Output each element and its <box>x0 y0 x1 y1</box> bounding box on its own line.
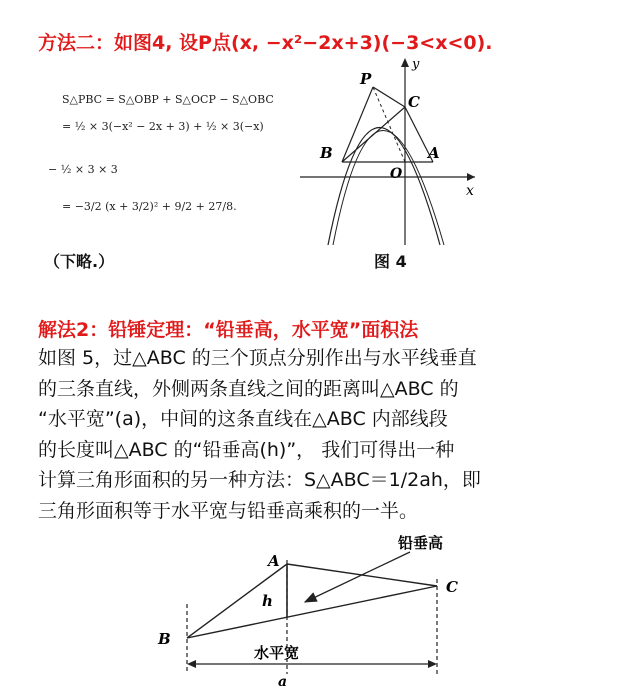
segment-bp <box>342 87 373 162</box>
segment-pc <box>373 87 405 107</box>
label-y: y <box>412 57 420 72</box>
x-axis-arrow-icon <box>467 173 475 181</box>
segment-op-dashed <box>373 87 405 162</box>
formula-line-3: − ½ × 3 × 3 <box>48 163 118 176</box>
solution2-paragraph <box>38 343 618 526</box>
formula-line-2: = ½ × 3(−x² − 2x + 3) + ½ × 3(−x) <box>62 120 264 133</box>
omitted-note: （下略.） <box>44 252 115 271</box>
horizontal-width-label: 水平宽 <box>254 644 300 662</box>
paragraph-line: 计算三角形面积的另一种方法：S△ABC＝1/2ah，即 <box>38 469 481 491</box>
formula-line-4: = −3/2 (x + 3/2)² + 9/2 + 27/8. <box>62 200 237 213</box>
paragraph-line: “水平宽”(a)，中间的这条直线在△ABC 内部线段 <box>38 408 448 430</box>
label-p: P <box>360 70 372 88</box>
segment-bc <box>342 107 405 162</box>
label-a-vertex: A <box>268 552 280 570</box>
segment-bc <box>187 586 437 638</box>
parabola-curve <box>328 128 440 246</box>
label-h: h <box>262 592 273 610</box>
label-x: x <box>466 183 474 199</box>
paragraph-line: 三角形面积等于水平宽与铅垂高乘积的一半。 <box>38 499 419 522</box>
vertical-height-label: 铅垂高 <box>398 534 444 552</box>
label-b: B <box>320 144 333 162</box>
label-c-vertex: C <box>446 578 458 596</box>
formula-line-1: S△PBC = S△OBP + S△OCP − S△OBC <box>62 93 274 106</box>
label-c: C <box>408 93 420 111</box>
figure-5-diagram <box>150 534 490 694</box>
y-axis-arrow-icon <box>401 58 409 67</box>
label-o: O <box>390 166 403 182</box>
solution2-heading: 解法2：铅锤定理：“铅垂高，水平宽”面积法 <box>38 319 419 341</box>
paragraph-line: 的长度叫△ABC 的“铅垂高(h)”， 我们可得出一种 <box>38 438 455 461</box>
label-b-vertex: B <box>158 630 171 648</box>
width-arrow-left-icon <box>187 660 196 668</box>
label-a: A <box>428 144 440 162</box>
label-a-width: a <box>278 674 288 690</box>
method2-heading: 方法二：如图4, 设P点(x, −x²−2x+3)(−3<x<0). <box>38 32 493 54</box>
paragraph-line: 如图 5，过△ABC 的三个顶点分别作出与水平线垂直 <box>38 347 477 369</box>
paragraph-line: 的三条直线，外侧两条直线之间的距离叫△ABC 的 <box>38 377 459 400</box>
width-arrow-right-icon <box>428 660 437 668</box>
figure-4-diagram <box>300 50 490 250</box>
figure-4-caption: 图 4 <box>374 252 407 271</box>
